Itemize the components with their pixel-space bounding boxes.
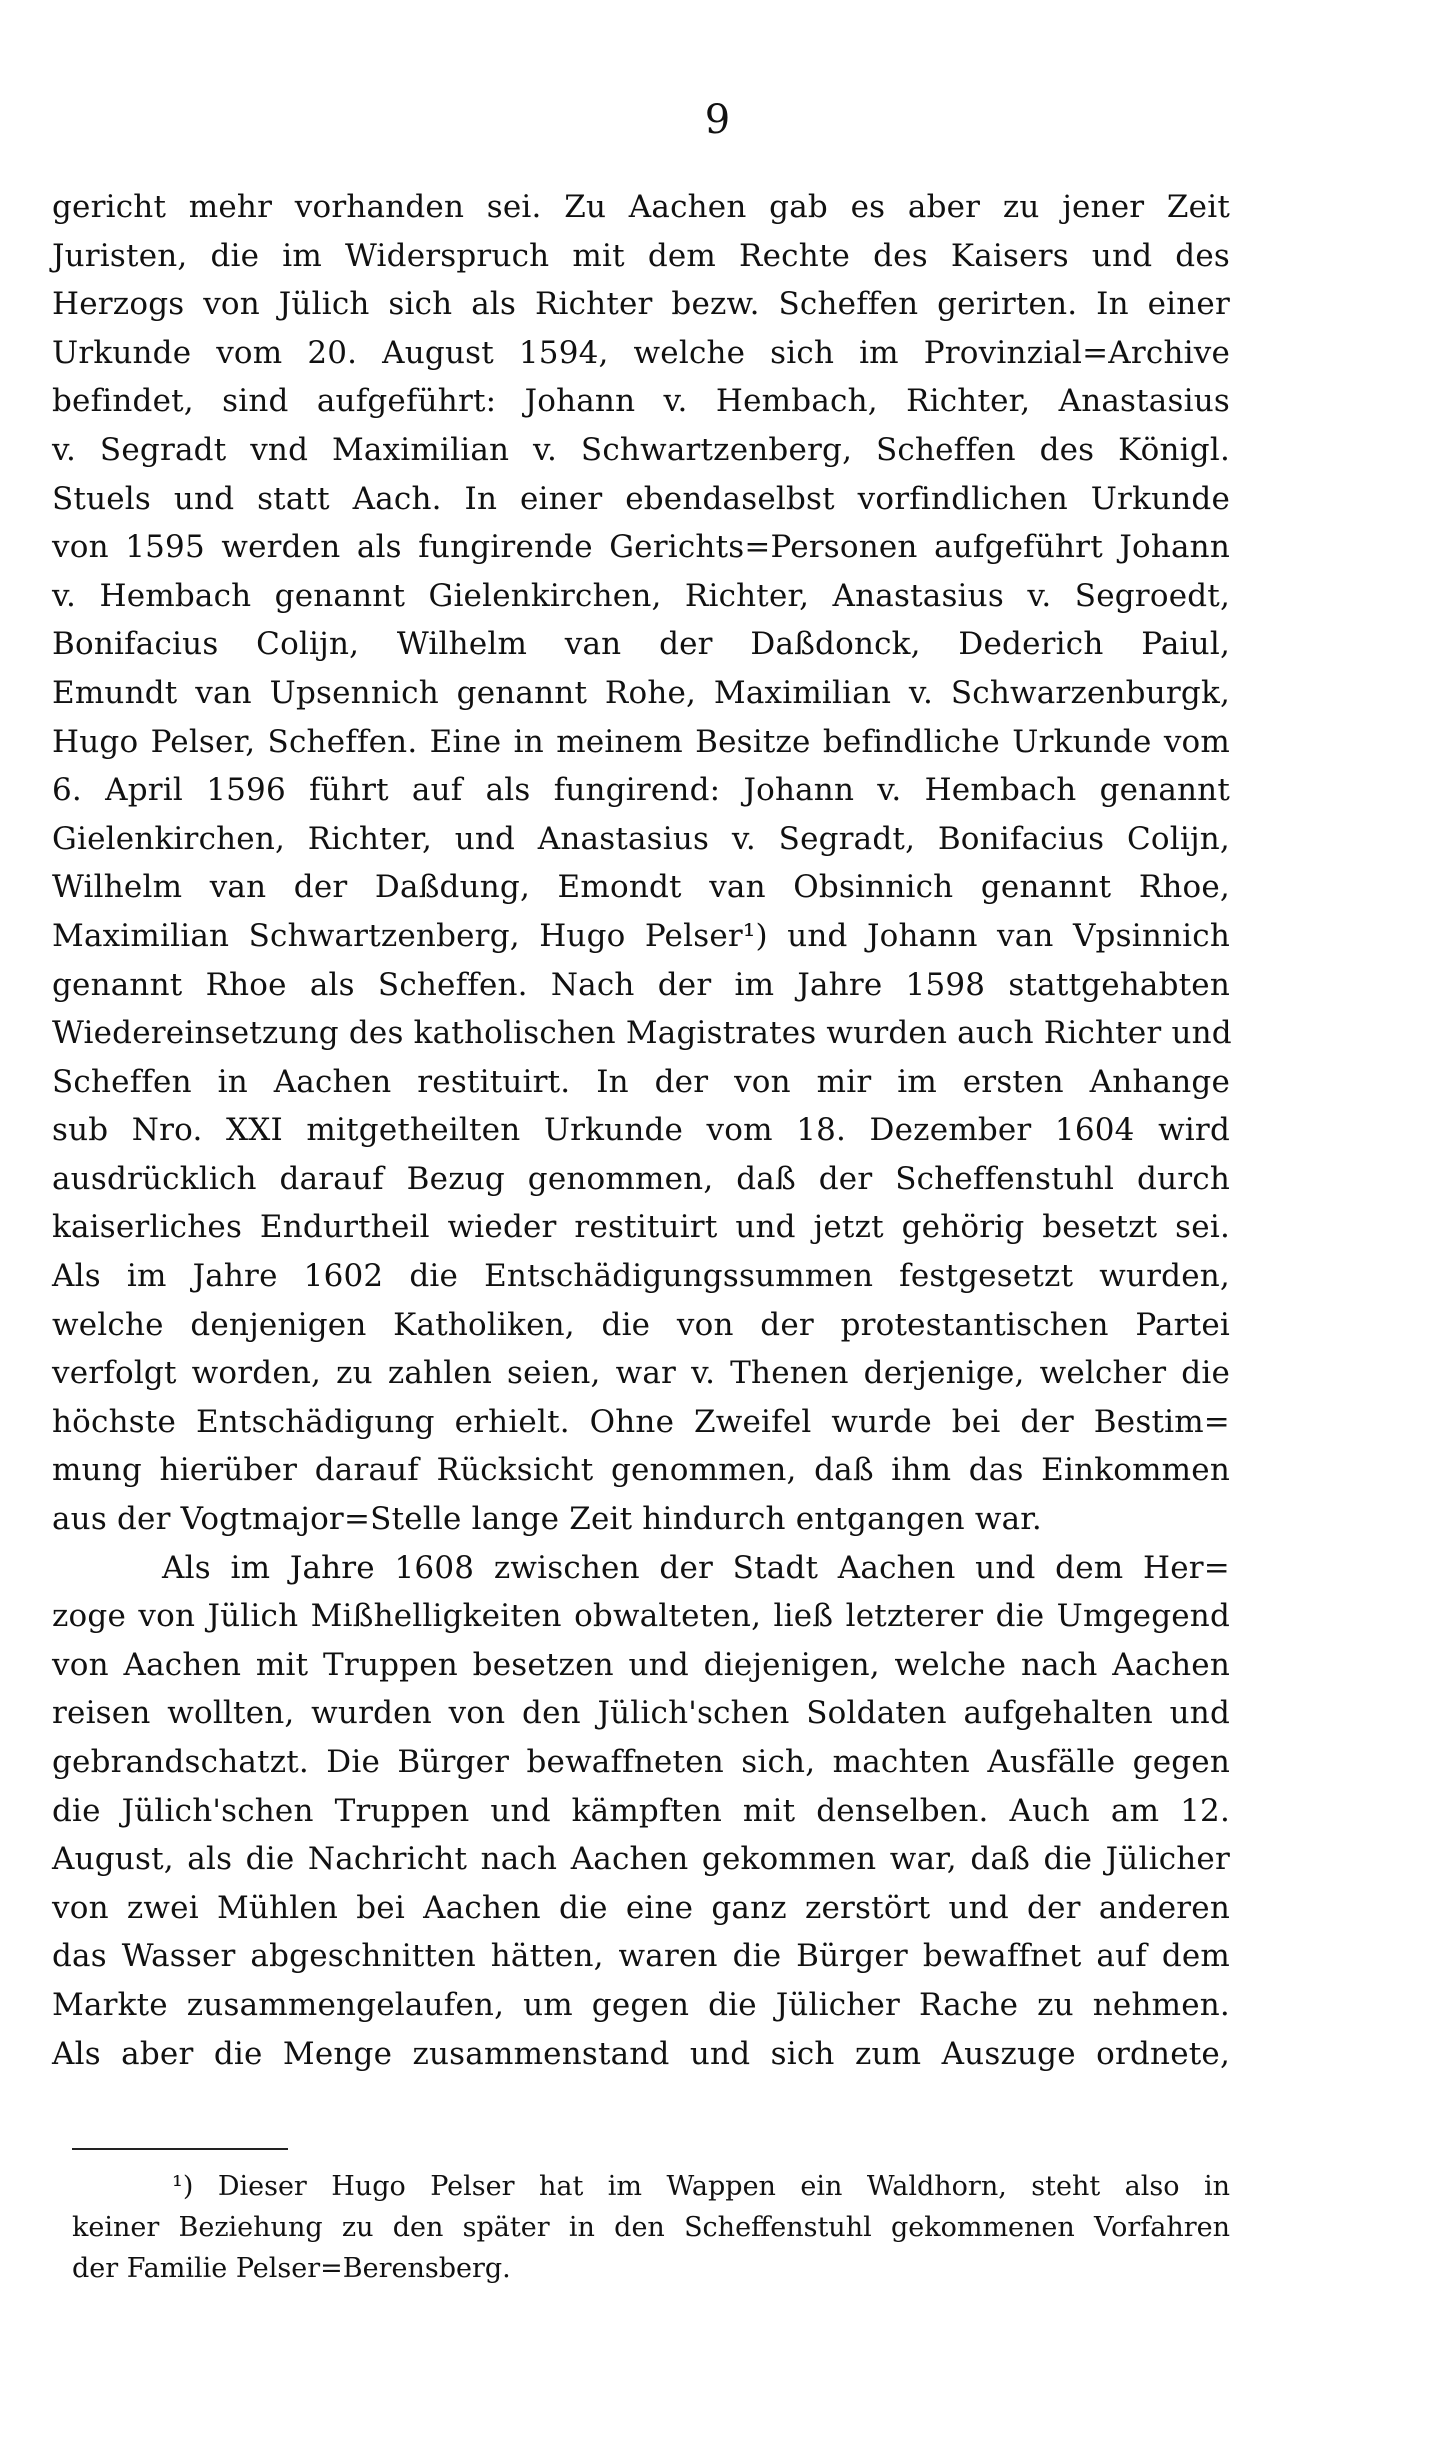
text-line: welche denjenigen Katholiken, die von der protestantischen Partei (52, 1306, 1230, 1343)
text-line: Urkunde vom 20. August 1594, welche sich im Provinzial=Archive (52, 334, 1230, 371)
text-line: von Aachen mit Truppen besetzen und diejenigen, welche nach Aachen (52, 1646, 1230, 1683)
text-line: Emundt van Upsennich genannt Rohe, Maximilian v. Schwarzenburgk, (52, 674, 1230, 711)
text-line: die Jülich'schen Truppen und kämpften mit denselben. Auch am 12. (52, 1792, 1230, 1829)
text-line: gebrandschatzt. Die Bürger bewaffneten sich, machten Ausfälle gegen (52, 1744, 1230, 1780)
text-line: mung hierüber darauf Rücksicht genommen, daß ihm das Einkommen (52, 1452, 1230, 1489)
text-line: von 1595 werden als fungirende Gerichts=Personen aufgeführt Johann (52, 529, 1230, 566)
text-line: Wiedereinsetzung des katholischen Magistrates wurden auch Richter und (52, 1015, 1232, 1052)
text-line: Wilhelm van der Daßdung, Emondt van Obsinnich genannt Rhoe, (52, 869, 1230, 906)
text-line: genannt Rhoe als Scheffen. Nach der im Jahre 1598 stattgehabten (52, 966, 1230, 1003)
text-line: Bonifacius Colijn, Wilhelm van der Daßdonck, Dederich Paiul, (52, 626, 1230, 663)
text-line: Juristen, die im Widerspruch mit dem Rechte des Kaisers und des (52, 237, 1230, 274)
text-line: sub Nro. XXI mitgetheilten Urkunde vom 18. Dezember 1604 wird (52, 1112, 1230, 1149)
text-line: Hugo Pelser, Scheffen. Eine in meinem Besitze befindliche Urkunde vom (52, 723, 1230, 760)
body-text (52, 183, 1230, 2078)
text-line: gericht mehr vorhanden sei. Zu Aachen gab es aber zu jener Zeit (52, 189, 1230, 225)
text-line: verfolgt worden, zu zahlen seien, war v. Thenen derjenige, welcher die (52, 1355, 1230, 1392)
text-line: Als im Jahre 1608 zwischen der Stadt Aachen und dem Her= (162, 1549, 1230, 1586)
text-line: Maximilian Schwartzenberg, Hugo Pelser¹) und Johann van Vpsinnich (52, 917, 1230, 954)
page-number: 9 (704, 97, 731, 143)
text-line: v. Hembach genannt Gielenkirchen, Richter, Anastasius v. Segroedt, (52, 577, 1230, 614)
text-line: Gielenkirchen, Richter, und Anastasius v. Segradt, Bonifacius Colijn, (52, 820, 1230, 857)
text-line: Stuels und statt Aach. In einer ebendaselbst vorfindlichen Urkunde (52, 480, 1230, 517)
text-line: befindet, sind aufgeführt: Johann v. Hembach, Richter, Anastasius (52, 383, 1230, 420)
text-line: Markte zusammengelaufen, um gegen die Jülicher Rache zu nehmen. (52, 1986, 1230, 2023)
text-line: Herzogs von Jülich sich als Richter bezw. Scheffen gerirten. In einer (52, 286, 1230, 323)
text-line: aus der Vogtmajor=Stelle lange Zeit hindurch entgangen war. (52, 1501, 1042, 1538)
text-line: ausdrücklich darauf Bezug genommen, daß der Scheffenstuhl durch (52, 1160, 1230, 1197)
text-line: Als im Jahre 1602 die Entschädigungssummen festgesetzt wurden, (52, 1258, 1230, 1295)
text-line: das Wasser abgeschnitten hätten, waren die Bürger bewaffnet auf dem (52, 1938, 1230, 1975)
text-line: v. Segradt vnd Maximilian v. Schwartzenberg, Scheffen des Königl. (52, 431, 1230, 468)
footnotes (72, 2166, 1230, 2289)
text-line: höchste Entschädigung erhielt. Ohne Zweifel wurde bei der Bestim= (52, 1403, 1230, 1440)
footnote-line: der Familie Pelser=Berensberg. (72, 2253, 511, 2284)
text-line: 6. April 1596 führt auf als fungirend: Johann v. Hembach genannt (52, 772, 1230, 809)
text-line: von zwei Mühlen bei Aachen die eine ganz zerstört und der anderen (52, 1889, 1230, 1926)
footnote-line: keiner Beziehung zu den später in den Scheffenstuhl gekommenen Vorfahren (72, 2212, 1230, 2243)
footnote-line: ¹) Dieser Hugo Pelser hat im Wappen ein Waldhorn, steht also in (172, 2171, 1230, 2202)
text-line: Scheffen in Aachen restituirt. In der von mir im ersten Anhange (52, 1063, 1230, 1100)
footnote-divider (72, 2148, 288, 2150)
text-line: zoge von Jülich Mißhelligkeiten obwalteten, ließ letzterer die Umgegend (52, 1598, 1230, 1635)
text-line: Als aber die Menge zusammenstand und sich zum Auszuge ordnete, (52, 2035, 1230, 2072)
text-line: reisen wollten, wurden von den Jülich'schen Soldaten aufgehalten und (52, 1695, 1230, 1732)
text-line: August, als die Nachricht nach Aachen gekommen war, daß die Jülicher (52, 1841, 1230, 1878)
text-line: kaiserliches Endurtheil wieder restituirt und jetzt gehörig besetzt sei. (52, 1209, 1230, 1246)
